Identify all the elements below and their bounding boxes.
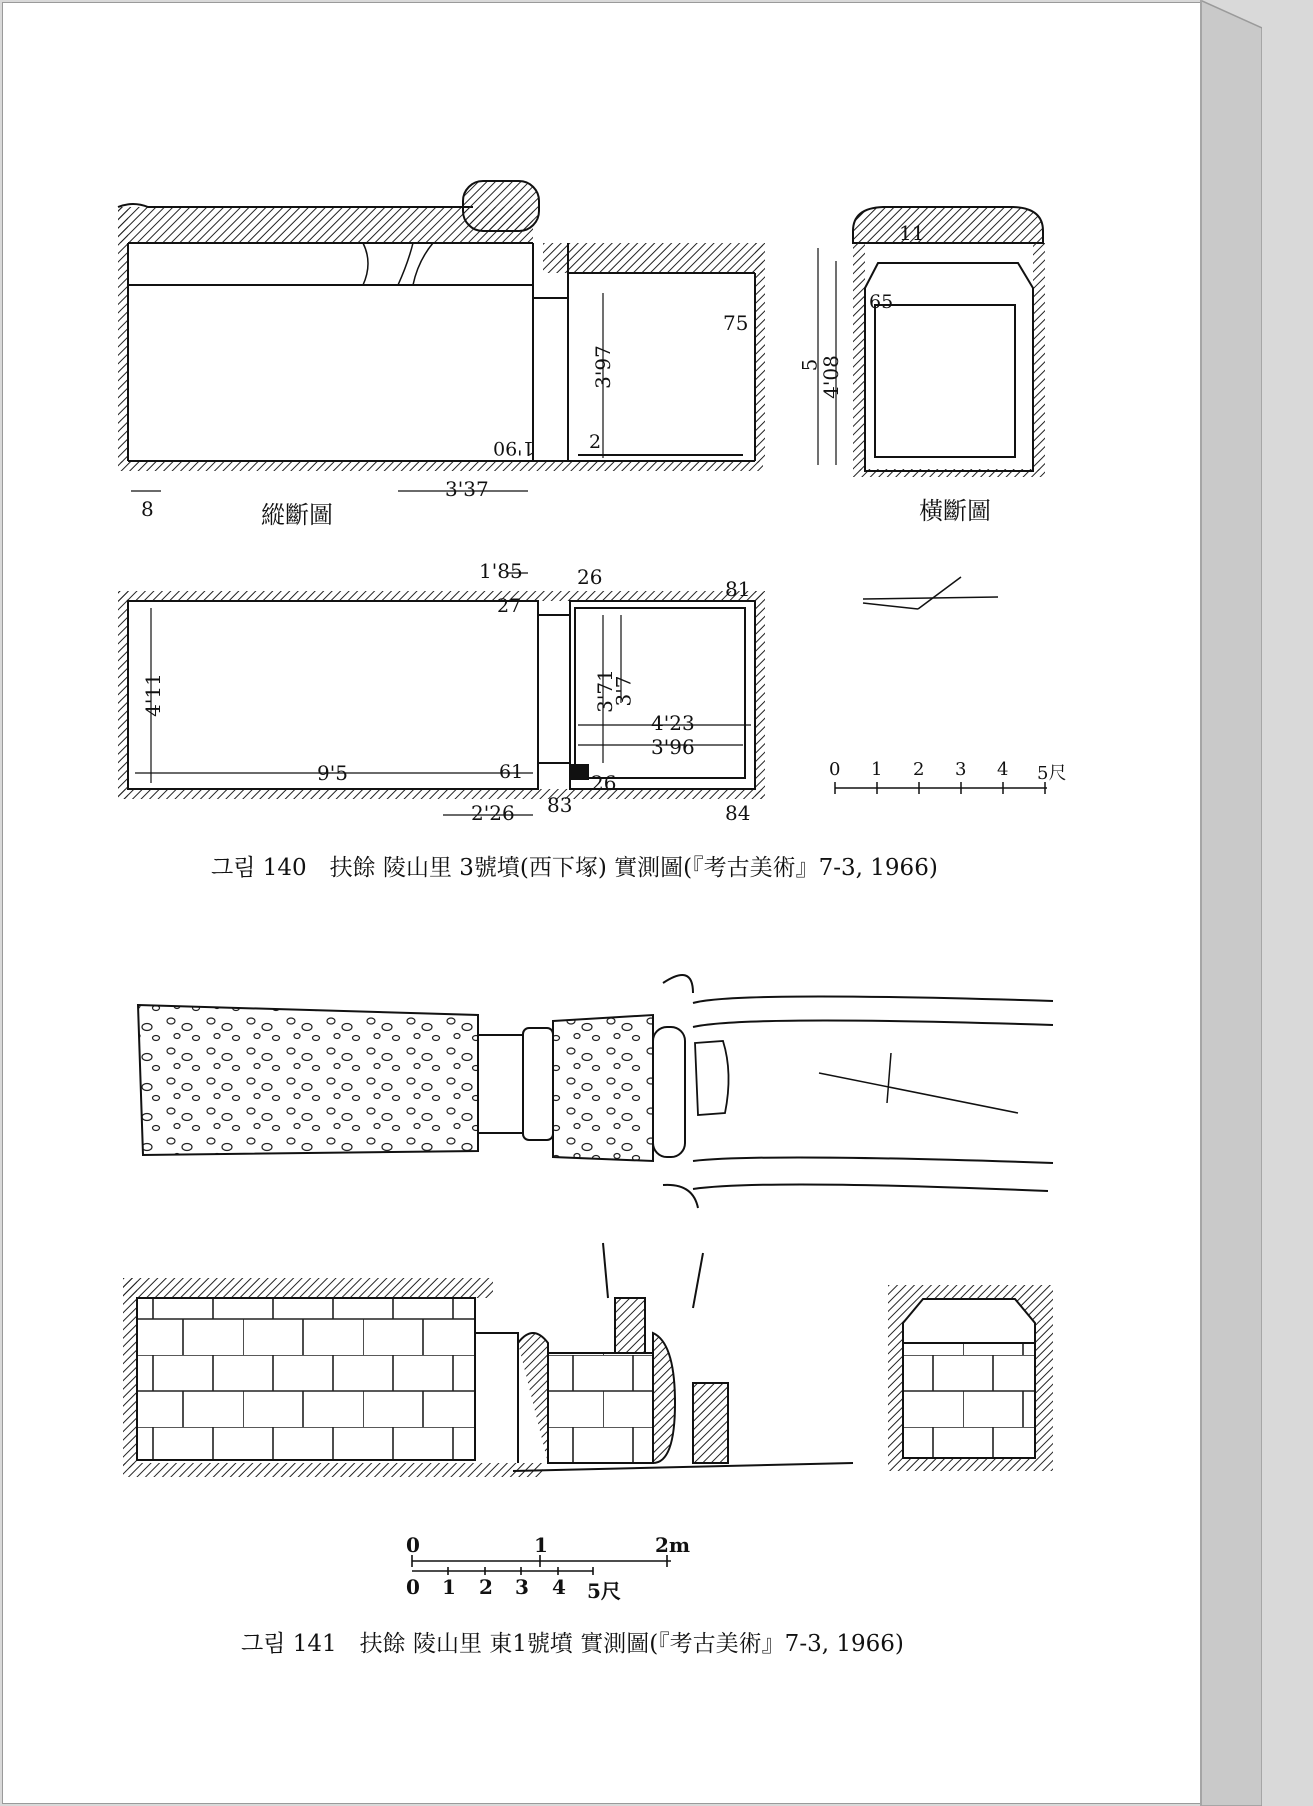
- scale-141-chi-5: 5尺: [587, 1579, 621, 1603]
- dim-2-26: 2'26: [471, 801, 515, 825]
- north-arrow-icon: [863, 577, 998, 609]
- cross-section-141: [888, 1285, 1053, 1471]
- dim-11: 11: [899, 221, 925, 245]
- dim-61: 61: [499, 761, 524, 783]
- dim-81: 81: [725, 577, 751, 601]
- scale-140-tick-1: 1: [871, 759, 883, 780]
- dim-3-97: 3'97: [590, 345, 615, 389]
- cross-section: [853, 207, 1045, 477]
- scale-141-chi-4: 4: [552, 1575, 566, 1599]
- dim-26-bottom: 26: [591, 771, 617, 795]
- dim-3-71: 3'71: [592, 669, 617, 713]
- dim-1-90: 1'90: [493, 437, 535, 459]
- dim-26-top: 26: [577, 565, 603, 589]
- plan-view: [118, 591, 765, 799]
- scale-141-chi-0: 0: [406, 1575, 420, 1599]
- scale-141-chi-1: 1: [442, 1575, 456, 1599]
- dim-2: 2: [589, 431, 602, 453]
- figure-141-drawing: [3, 923, 1201, 1623]
- section-cross-label: 橫斷圖: [919, 497, 991, 525]
- dim-65: 65: [869, 291, 894, 313]
- plan-view-141: [138, 975, 1053, 1208]
- scale-141-m-0: 0: [406, 1533, 420, 1557]
- dim-4-08: 4'08: [818, 355, 843, 399]
- scale-140-tick-4: 4: [997, 759, 1009, 780]
- scale-140-tick-2: 2: [913, 759, 925, 780]
- book-spine: [1200, 0, 1262, 1806]
- dim-3-37: 3'37: [445, 477, 489, 501]
- scale-bar-141: [412, 1555, 671, 1575]
- scale-140-tick-5: 5尺: [1037, 763, 1067, 784]
- dim-84: 84: [725, 801, 751, 825]
- scale-141-chi-2: 2: [479, 1575, 493, 1599]
- dim-27: 27: [497, 595, 522, 617]
- dim-9-5: 9'5: [317, 761, 348, 785]
- dim-5: 5: [797, 358, 822, 372]
- dim-75: 75: [723, 311, 749, 335]
- dim-4-23: 4'23: [651, 711, 695, 735]
- dim-1-85: 1'85: [479, 559, 523, 583]
- dim-4-11: 4'11: [140, 673, 165, 717]
- dim-3-96: 3'96: [651, 735, 695, 759]
- figure-140-drawing: [3, 3, 1201, 863]
- dim-8: 8: [141, 497, 154, 521]
- dim-83: 83: [547, 793, 573, 817]
- long-section-141: [123, 1243, 853, 1477]
- scale-141-chi-3: 3: [515, 1575, 529, 1599]
- north-arrow-icon: [819, 1053, 1018, 1113]
- dim-3-7: 3'7: [611, 675, 636, 707]
- figure-140-caption: 그림 140 扶餘 陵山里 3號墳(西下塚) 實測圖(『考古美術』7-3, 1966): [211, 855, 938, 881]
- scale-141-m-1: 1: [534, 1533, 548, 1557]
- longitudinal-section: [118, 181, 765, 471]
- section-long-label: 縱斷圖: [261, 501, 333, 529]
- scale-140-tick-3: 3: [955, 759, 967, 780]
- figure-141-caption: 그림 141 扶餘 陵山里 東1號墳 實測圖(『考古美術』7-3, 1966): [241, 1631, 904, 1657]
- scale-141-m-2: 2m: [655, 1533, 691, 1557]
- book-page: [2, 2, 1202, 1804]
- scale-bar-140: [835, 782, 1047, 794]
- scale-140-tick-0: 0: [829, 759, 841, 780]
